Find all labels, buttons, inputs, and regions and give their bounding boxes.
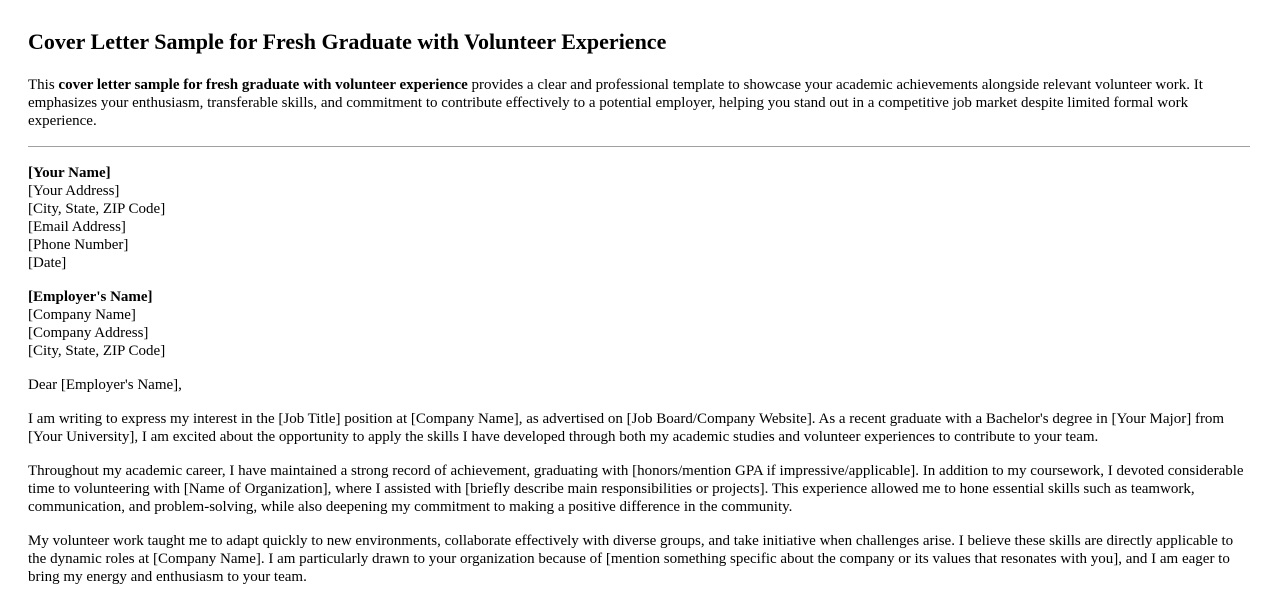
recipient-name: [Employer's Name] — [28, 289, 153, 305]
sender-email: [Email Address] — [28, 219, 126, 235]
body-paragraph-2: Throughout my academic career, I have maintained a strong record of achievement, graduating with [honors/mention GPA if impressive/applicable]. In addition to my coursework, I devoted considerable time to volunteering with [Name of Organization], where I assisted with [briefly describe main responsibilities or projects]. This experience allowed me to hone essential skills such as teamwork, communication, and problem-solving, while also deepening my commitment to making a positive difference in the community. — [28, 463, 1244, 515]
sender-phone: [Phone Number] — [28, 237, 129, 253]
body-paragraph-1: I am writing to express my interest in the [Job Title] position at [Company Name], as advertised on [Job Board/Company Website]. As a recent graduate with a Bachelor's degree in [Your Major] from [Your University], I am excited about the opportunity to apply the skills I have developed through both my academic studies and volunteer experiences to contribute to your team. — [28, 411, 1225, 445]
intro-paragraph — [28, 76, 1250, 130]
sender-address: [Your Address] — [28, 183, 120, 199]
page-title: Cover Letter Sample for Fresh Graduate with Volunteer Experience — [28, 29, 667, 54]
sender-block — [28, 164, 1250, 272]
recipient-city-state-zip: [City, State, ZIP Code] — [28, 343, 166, 359]
salutation: Dear [Employer's Name], — [28, 377, 182, 393]
intro-prefix: This — [28, 77, 59, 93]
section-divider — [28, 146, 1250, 147]
sender-city-state-zip: [City, State, ZIP Code] — [28, 201, 166, 217]
intro-keyword: cover letter sample for fresh graduate with volunteer experience — [58, 77, 468, 93]
body-paragraph-3: My volunteer work taught me to adapt quickly to new environments, collaborate effectively with diverse groups, and take initiative when challenges arise. I believe these skills are directly applicable to the dynamic roles at [Company Name]. I am particularly drawn to your organization because of [mention something specific about the company or its values that resonates with you], and I am eager to bring my energy and enthusiasm to your team. — [28, 533, 1234, 585]
recipient-address: [Company Address] — [28, 325, 149, 341]
intro-rest: provides a clear and professional template to showcase your academic achievements alongside relevant volunteer work. It emphasizes your enthusiasm, transferable skills, and commitment to contribute effectively to a potential employer, helping you stand out in a competitive job market despite limited formal work experience. — [28, 77, 1203, 129]
recipient-block — [28, 288, 1250, 360]
sender-name: [Your Name] — [28, 165, 111, 181]
recipient-company: [Company Name] — [28, 307, 136, 323]
sender-date: [Date] — [28, 255, 67, 271]
